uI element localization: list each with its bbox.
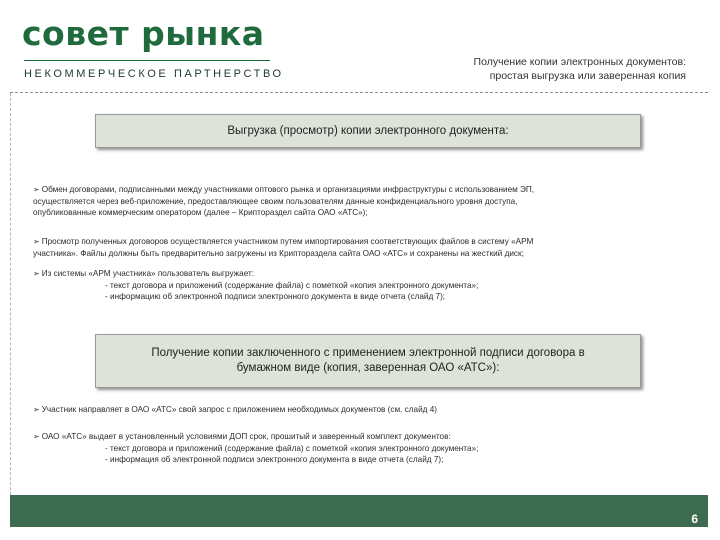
section2-bullet-2 <box>33 431 688 466</box>
bullet-subitem: - информация об электронной подписи электронного документа в виде отчета (слайд 7); <box>105 455 444 464</box>
logo-subtitle: НЕКОММЕРЧЕСКОЕ ПАРТНЕРСТВО <box>24 68 284 80</box>
bullet-text: Участник направляет в ОАО «АТС» свой запрос с приложением необходимых документов (см. слайд 4) <box>41 405 438 414</box>
section1-title: Выгрузка (просмотр) копии электронного документа: <box>227 125 509 137</box>
section1-bullet-2 <box>33 236 688 259</box>
arrow-bullet-icon: ➢ <box>33 432 40 441</box>
slide-title <box>386 55 686 83</box>
bullet-text: участника». Файлы должны быть предварительно загружены из Криптораздела сайта ОАО «АТС» и сохранены на жесткий диск; <box>33 248 524 258</box>
section1-title-box <box>95 114 641 148</box>
arrow-bullet-icon: ➢ <box>33 237 40 246</box>
section2-bullet-1 <box>33 404 688 416</box>
section2-title-line2: бумажном виде (копия, заверенная ОАО «АТС»): <box>236 362 500 374</box>
header-divider <box>10 92 708 93</box>
section1-bullet-1 <box>33 184 688 219</box>
bullet-text: ОАО «АТС» выдает в установленный условиями ДОП срок, прошитый и заверенный комплект документов: <box>41 432 451 441</box>
bullet-text: Обмен договорами, подписанными между участниками оптового рынка и организациями инфраструктуры с использованием ЭП, <box>41 185 535 194</box>
bullet-subitem: - информацию об электронной подписи электронного документа в виде отчета (слайд 7); <box>105 292 446 301</box>
arrow-bullet-icon: ➢ <box>33 269 40 278</box>
footer-bar <box>10 495 708 527</box>
bullet-text: Просмотр полученных договоров осуществляется участником путем импортирования соответствующих файлов в систему «АРМ <box>41 237 534 246</box>
section2-title-line1: Получение копии заключенного с применением электронной подписи договора в <box>151 347 585 359</box>
page-number: 6 <box>691 512 698 526</box>
section2-title-box <box>95 334 641 388</box>
section1-bullet-3 <box>33 268 688 303</box>
slide-title-line1: Получение копии электронных документов: <box>473 56 686 68</box>
bullet-text: осуществляется через веб-приложение, предоставляющее своим пользователям данные конфиденциального уровня доступа, <box>33 196 518 206</box>
bullet-text: опубликованные коммерческим оператором (далее – Криптораздел сайта ОАО «АТС»); <box>33 208 368 217</box>
bullet-text: Из системы «АРМ участника» пользователь выгружает: <box>41 269 255 278</box>
logo-name: совет рынка <box>22 14 265 53</box>
left-divider <box>10 93 11 525</box>
bullet-subitem: - текст договора и приложений (содержание файла) с пометкой «копия электронного документа»; <box>105 280 479 290</box>
arrow-bullet-icon: ➢ <box>33 185 40 194</box>
bullet-subitem: - текст договора и приложений (содержание файла) с пометкой «копия электронного документа»; <box>105 443 479 453</box>
logo-divider <box>24 60 270 61</box>
slide-title-line2: простая выгрузка или заверенная копия <box>489 70 686 82</box>
arrow-bullet-icon: ➢ <box>33 405 40 414</box>
